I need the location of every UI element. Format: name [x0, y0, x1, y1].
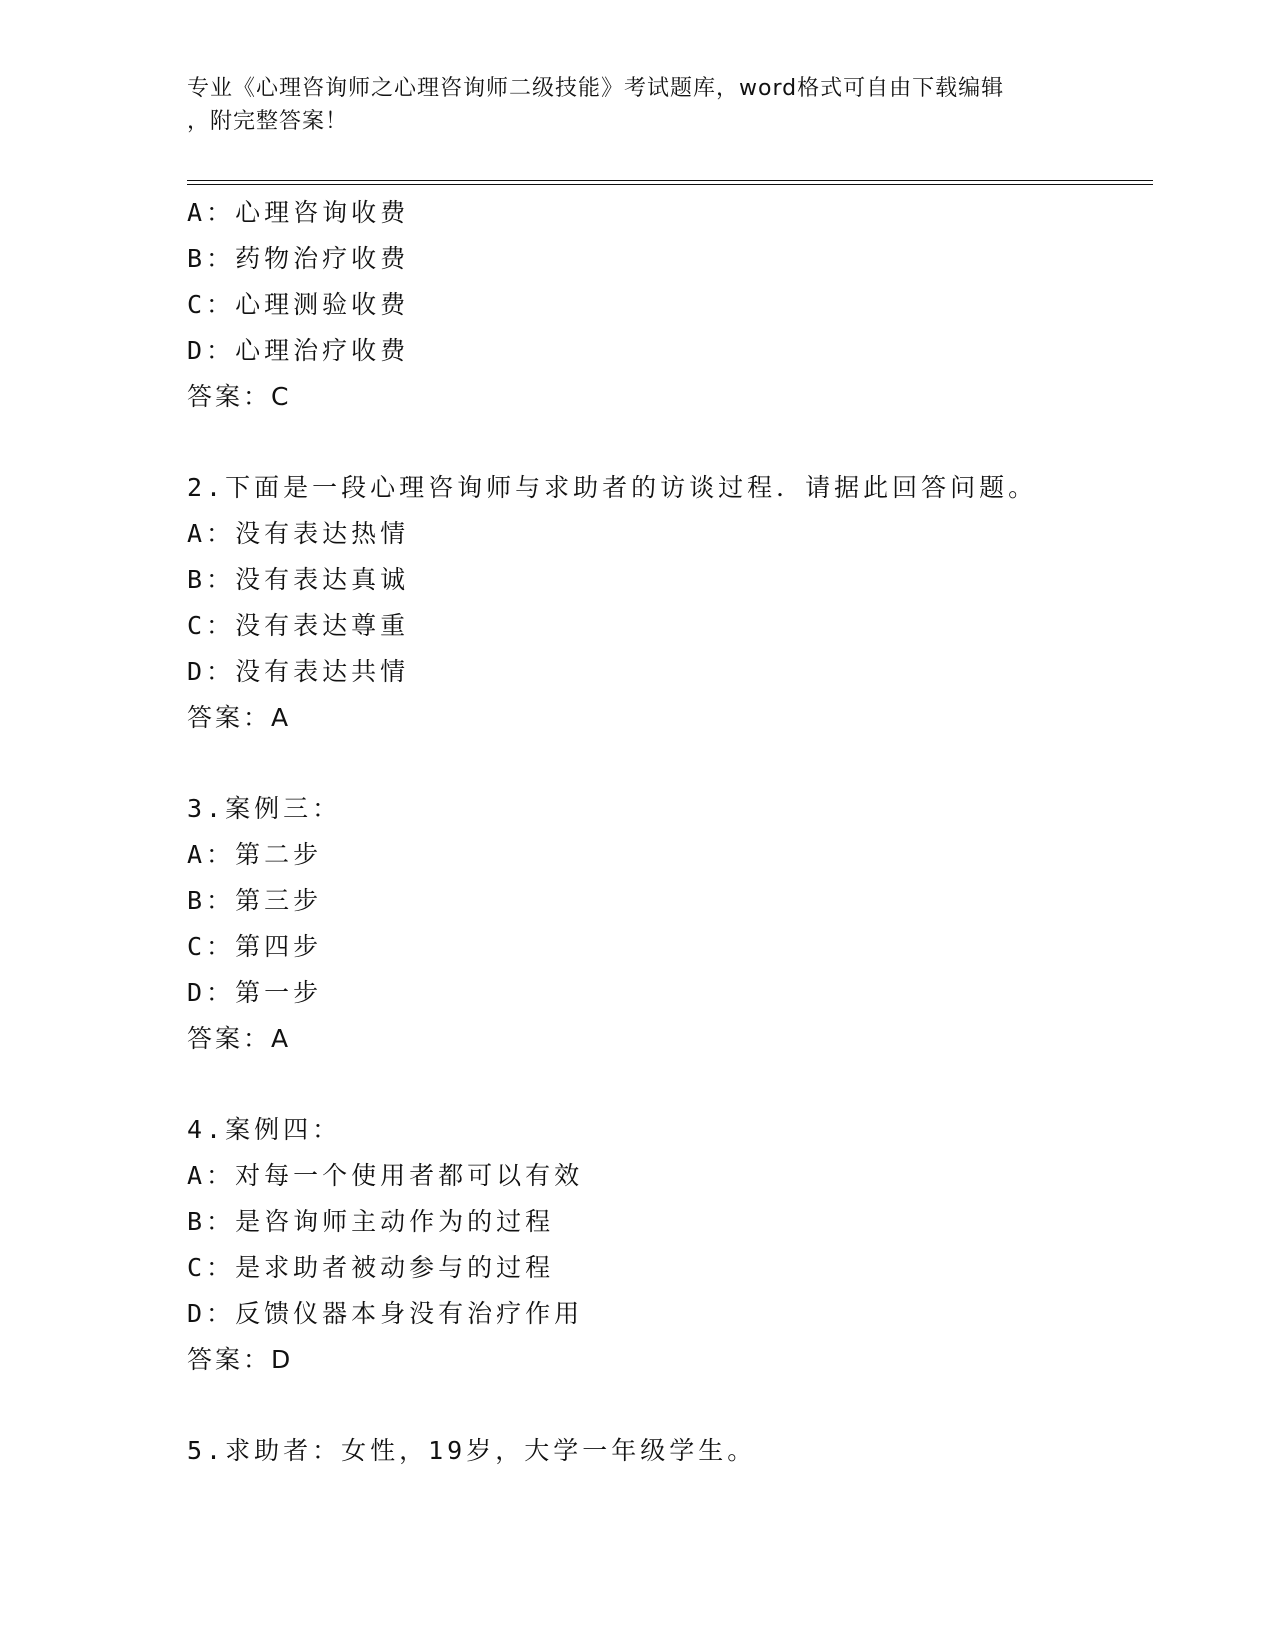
question-stem: 4.案例四：	[187, 1115, 342, 1144]
option-a: A：对每一个使用者都可以有效	[187, 1161, 584, 1190]
header-line-2: ，附完整答案！	[187, 109, 349, 134]
answer: 答案：D	[187, 1345, 294, 1374]
header-rule-top	[187, 180, 1153, 181]
option-c: C：是求助者被动参与的过程	[187, 1253, 555, 1282]
option-a: A：第二步	[187, 840, 323, 869]
header-line-1: 专业《心理咨询师之心理咨询师二级技能》考试题库，word格式可自由下载编辑	[187, 76, 1005, 101]
question-list	[187, 190, 1147, 1474]
question-stem: 2.下面是一段心理咨询师与求助者的访谈过程．请据此回答问题。	[187, 473, 1038, 502]
option-b: B：是咨询师主动作为的过程	[187, 1207, 555, 1236]
answer: 答案：A	[187, 703, 292, 732]
option-c: C：没有表达尊重	[187, 611, 410, 640]
question-stem: 5.求助者：女性，19岁，大学一年级学生。	[187, 1436, 757, 1465]
option-c: C：心理测验收费	[187, 290, 410, 319]
answer: 答案：C	[187, 382, 292, 411]
header-rule-bottom	[187, 184, 1153, 185]
option-d: D：心理治疗收费	[187, 336, 410, 365]
option-d: D：第一步	[187, 978, 323, 1007]
option-d: D：没有表达共情	[187, 657, 410, 686]
option-d: D：反馈仪器本身没有治疗作用	[187, 1299, 584, 1328]
option-a: A：心理咨询收费	[187, 198, 410, 227]
option-b: B：没有表达真诚	[187, 565, 410, 594]
answer: 答案：A	[187, 1024, 292, 1053]
document-header	[187, 72, 1067, 138]
option-b: B：药物治疗收费	[187, 244, 410, 273]
option-a: A：没有表达热情	[187, 519, 410, 548]
question-stem: 3.案例三：	[187, 794, 342, 823]
option-c: C：第四步	[187, 932, 323, 961]
option-b: B：第三步	[187, 886, 323, 915]
